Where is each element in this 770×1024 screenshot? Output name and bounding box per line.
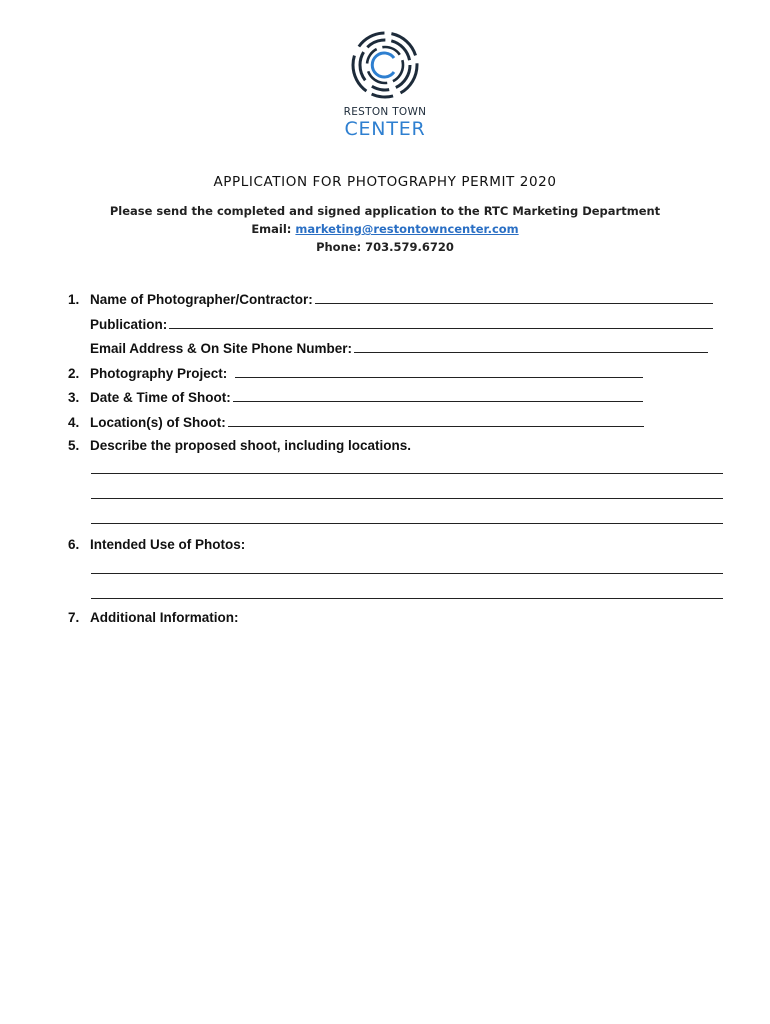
q1-label: Name of Photographer/Contractor: [90, 292, 313, 307]
logo-text-center: CENTER [344, 118, 426, 140]
q7-label: Additional Information: [90, 610, 239, 625]
intended-use-line-1[interactable] [91, 573, 723, 574]
photography-project-field[interactable] [235, 364, 643, 378]
instruction-text: Please send the completed and signed application to the RTC Marketing Department [109, 204, 661, 218]
q7-row [68, 609, 238, 627]
locations-field[interactable] [228, 413, 644, 427]
q5-number: 5. [68, 438, 80, 453]
email-phone-label: Email Address & On Site Phone Number: [90, 341, 353, 356]
q1-number: 1. [68, 292, 80, 307]
describe-shoot-line-3[interactable] [91, 523, 723, 524]
describe-shoot-line-1[interactable] [91, 473, 723, 474]
publication-row [68, 315, 713, 333]
q4-number: 4. [68, 415, 80, 430]
email-line [0, 222, 770, 236]
q3-number: 3. [68, 390, 80, 405]
email-phone-row [68, 339, 708, 357]
q2-row [68, 364, 643, 382]
q2-number: 2. [68, 366, 80, 381]
q2-label: Photography Project: [90, 366, 228, 381]
q6-row [68, 536, 245, 554]
logo-rings-icon [350, 30, 420, 100]
intended-use-line-2[interactable] [91, 598, 723, 599]
date-time-field[interactable] [233, 388, 643, 402]
logo-text-reston-town: RESTON TOWN [343, 106, 427, 118]
q5-row [68, 437, 411, 455]
email-link[interactable]: marketing@restontowncenter.com [295, 222, 519, 236]
q3-row [68, 388, 643, 406]
q4-row [68, 413, 644, 431]
q6-label: Intended Use of Photos: [90, 537, 246, 552]
page-title: APPLICATION FOR PHOTOGRAPHY PERMIT 2020 [213, 174, 557, 190]
q6-number: 6. [68, 537, 80, 552]
email-phone-field[interactable] [354, 339, 708, 353]
photographer-name-field[interactable] [315, 290, 713, 304]
q4-label: Location(s) of Shoot: [90, 415, 226, 430]
publication-field[interactable] [169, 315, 713, 329]
describe-shoot-line-2[interactable] [91, 498, 723, 499]
q3-label: Date & Time of Shoot: [90, 390, 231, 405]
q5-label: Describe the proposed shoot, including locations. [90, 438, 412, 453]
q7-number: 7. [68, 610, 80, 625]
phone-line: Phone: 703.579.6720 [316, 240, 454, 254]
reston-town-center-logo [337, 30, 433, 150]
email-label: Email: [251, 222, 296, 236]
q1-row [68, 290, 713, 308]
publication-label: Publication: [90, 317, 168, 332]
